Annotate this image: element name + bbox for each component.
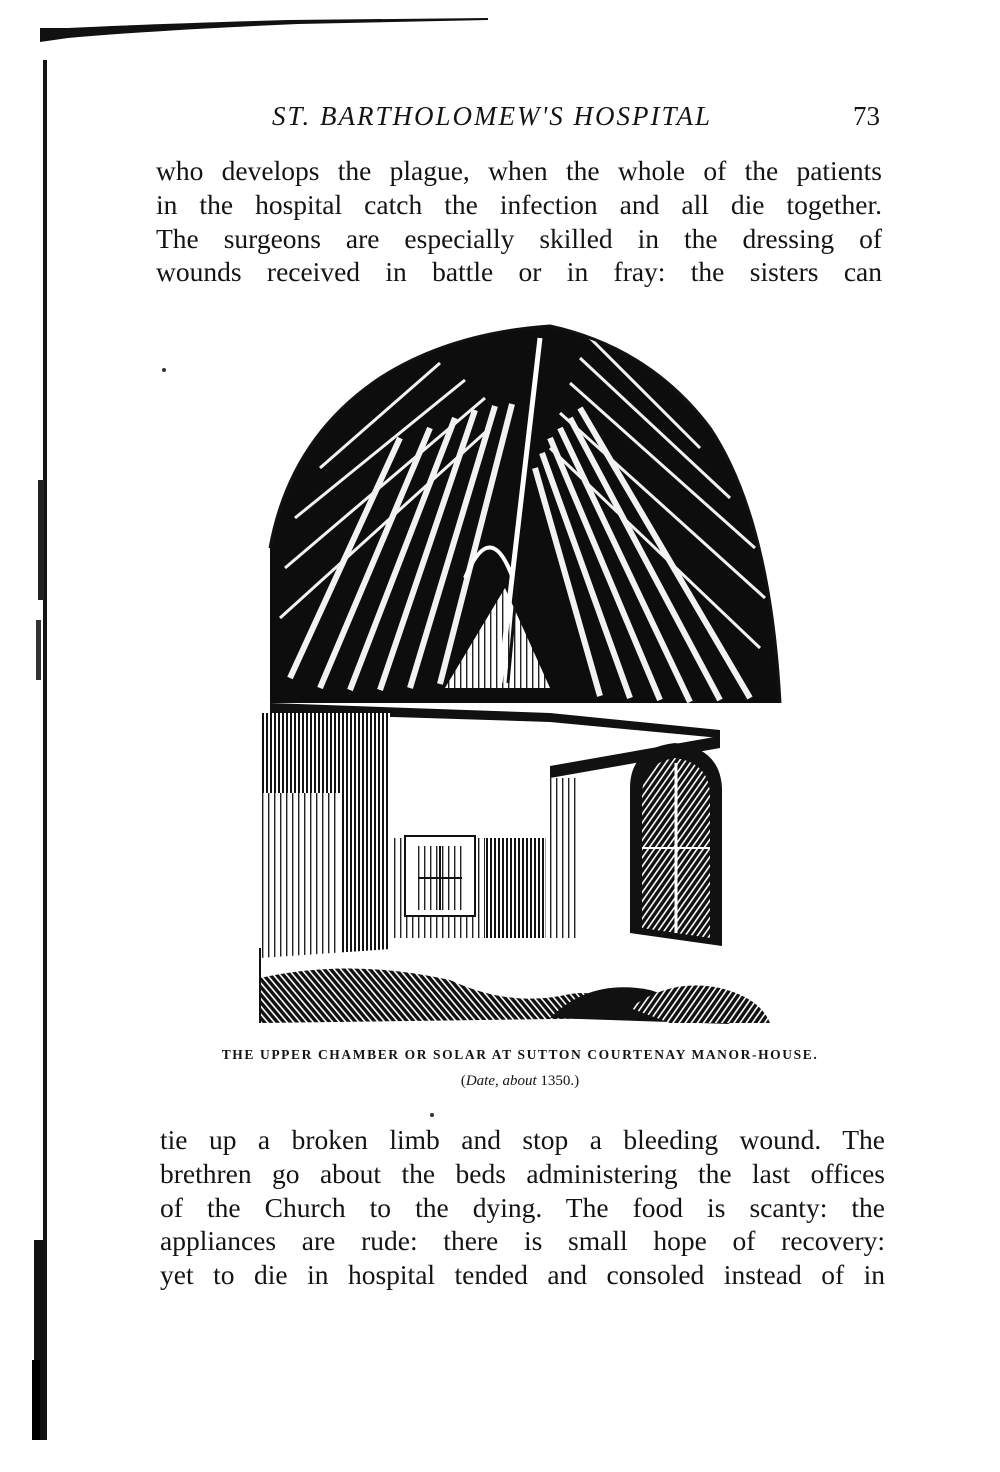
paragraph-bottom [160, 1123, 885, 1292]
caption-date-value: 1350.) [540, 1073, 580, 1089]
figure-caption-date [150, 1073, 890, 1090]
text-line: brethren go about the beds administering the last offices [160, 1157, 885, 1189]
page-number: 73 [853, 101, 880, 131]
running-head-title: ST. BARTHOLOMEW'S HOSPITAL [272, 101, 713, 131]
text-line: The surgeons are especially skilled in the dressing of [156, 222, 882, 254]
caption-date-label: Date, about [465, 1073, 537, 1089]
scan-speck [162, 368, 166, 372]
text-line: tie up a broken limb and stop a bleeding wound. The [160, 1124, 885, 1155]
scan-smudge-top [38, 14, 488, 42]
text-line: in the hospital catch the infection and all die together. [156, 188, 882, 220]
medieval-hall-roof-engraving-icon [250, 318, 790, 1032]
text-line: wounds received in battle or in fray: the sisters can [156, 256, 882, 288]
text-line: of the Church to the dying. The food is scanty: the [160, 1191, 885, 1223]
text-line: appliances are rude: there is small hope of recovery: [160, 1225, 885, 1257]
paragraph-top [156, 154, 882, 289]
scan-speck [430, 1113, 434, 1117]
caption-date-open: ( [460, 1073, 466, 1089]
figure-caption: THE UPPER CHAMBER OR SOLAR AT SUTTON COURTENAY MANOR-HOUSE. [221, 1047, 819, 1062]
text-line: who develops the plague, when the whole of the patients [156, 155, 882, 186]
binding-edge-shadow [30, 60, 56, 1440]
figure-engraving [250, 318, 790, 1032]
running-head [160, 101, 882, 141]
text-line: yet to die in hospital tended and consoled instead of in [160, 1259, 885, 1291]
